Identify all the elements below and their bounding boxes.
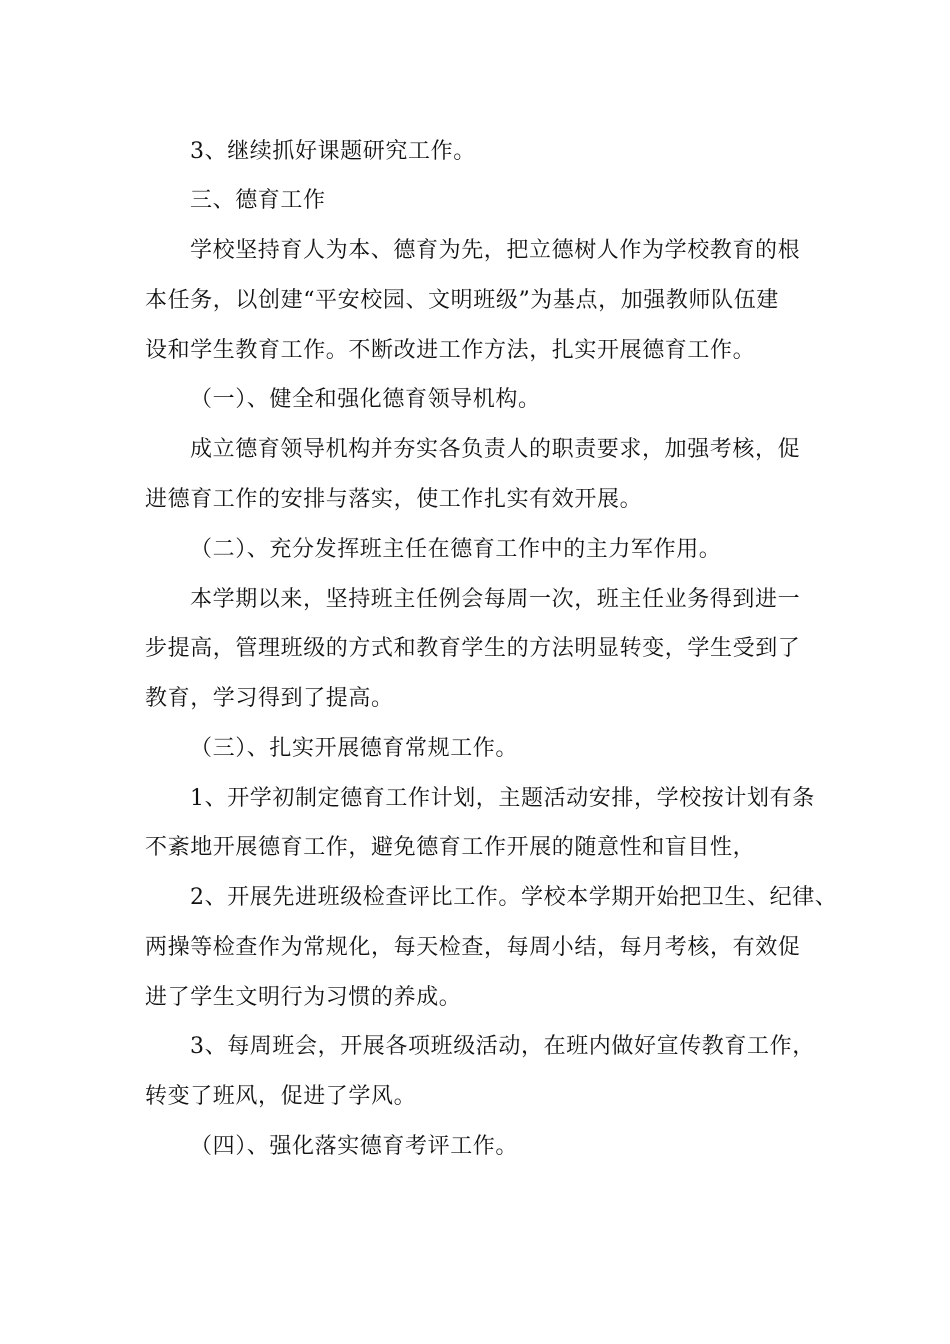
paragraph-line: 步提高，管理班级的方式和教育学生的方法明显转变，学生受到了 <box>145 636 801 661</box>
paragraph-line: 不紊地开展德育工作，避免德育工作开展的随意性和盲目性， <box>145 835 756 860</box>
paragraph-line: 进了学生文明行为习惯的养成。 <box>145 985 462 1010</box>
paragraph-line: 设和学生教育工作。不断改进工作方法，扎实开展德育工作。 <box>145 338 756 363</box>
paragraph-line: 学校坚持育人为本、德育为先，把立德树人作为学校教育的根 <box>190 238 801 263</box>
section-heading: 三、德育工作 <box>190 188 326 213</box>
paragraph-line: 1、开学初制定德育工作计划，主题活动安排，学校按计划有条 <box>190 786 815 811</box>
subsection-heading: （四）、强化落实德育考评工作。 <box>190 1134 519 1159</box>
paragraph-line: 3、继续抓好课题研究工作。 <box>190 139 476 164</box>
paragraph-line: 教育，学习得到了提高。 <box>145 686 394 711</box>
paragraph-line: 成立德育领导机构并夯实各负责人的职责要求，加强考核，促 <box>190 437 801 462</box>
paragraph-line: 2、开展先进班级检查评比工作。学校本学期开始把卫生、纪律、 <box>190 885 838 910</box>
paragraph-line: 本任务，以创建“平安校园、文明班级”为基点，加强教师队伍建 <box>145 288 779 313</box>
paragraph-line: 进德育工作的安排与落实，使工作扎实有效开展。 <box>145 487 643 512</box>
paragraph-line: 两操等检查作为常规化，每天检查，每周小结，每月考核，有效促 <box>145 935 801 960</box>
paragraph-line: 本学期以来，坚持班主任例会每周一次，班主任业务得到进一 <box>190 587 801 612</box>
paragraph-line: 3、每周班会，开展各项班级活动，在班内做好宣传教育工作， <box>190 1034 815 1059</box>
paragraph-line: 转变了班风，促进了学风。 <box>145 1084 417 1109</box>
subsection-heading: （一）、健全和强化德育领导机构。 <box>190 387 541 412</box>
subsection-heading: （二）、充分发挥班主任在德育工作中的主力军作用。 <box>190 537 722 562</box>
subsection-heading: （三）、扎实开展德育常规工作。 <box>190 736 519 761</box>
